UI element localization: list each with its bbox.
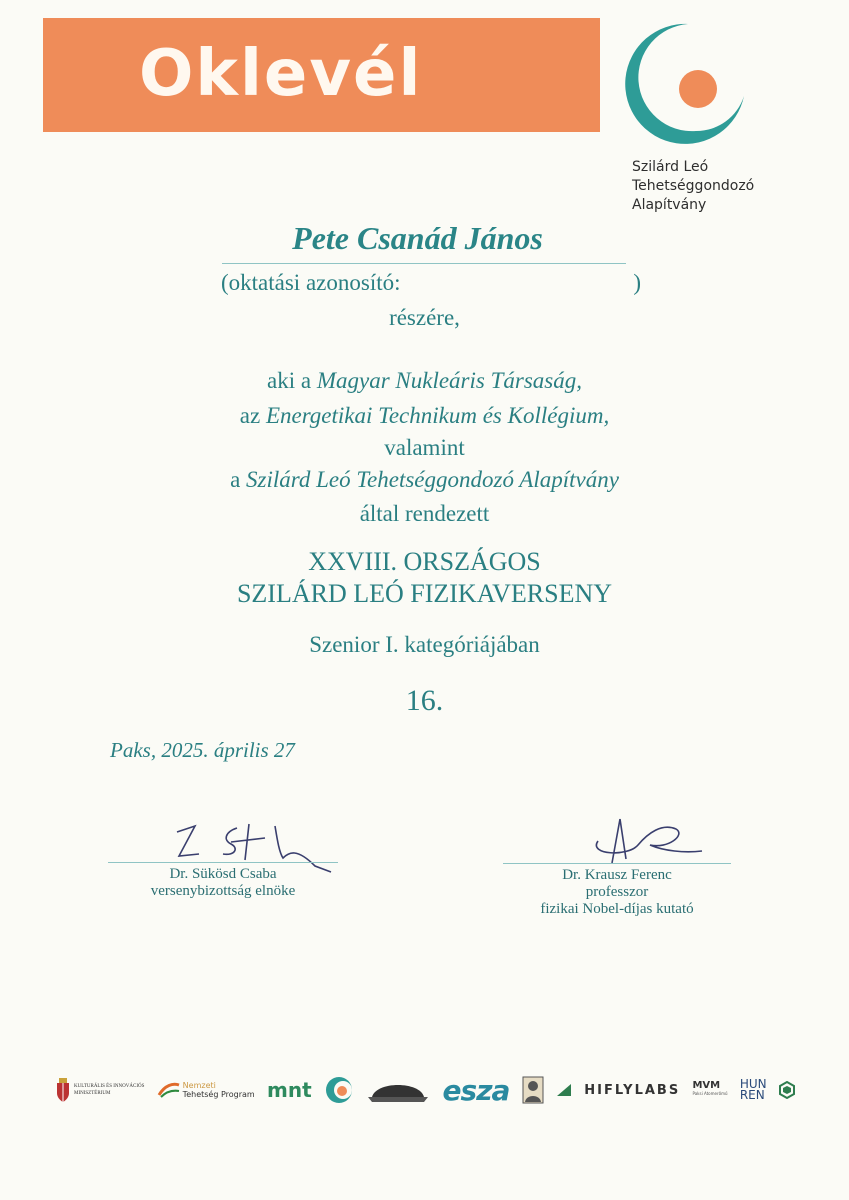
right-signatory-role-2: fizikai Nobel-díjas kutató xyxy=(540,901,694,917)
right-signatory-role-1: professzor xyxy=(585,884,649,900)
right-signature xyxy=(568,815,708,867)
education-id-label: (oktatási azonosító: xyxy=(221,270,401,295)
ministry-logo: KULTURÁLIS ÉS INNOVÁCIÓS MINISZTÉRIUM xyxy=(55,1077,144,1103)
sponsor-logos xyxy=(55,1072,795,1108)
name-underline xyxy=(222,263,626,264)
right-signatory xyxy=(503,867,731,918)
hunren-logo: HUN REN xyxy=(739,1077,767,1102)
mvm-logo: MVM Paksi Atomerőmű xyxy=(692,1080,728,1096)
place-date: Paks, 2025. április 27 xyxy=(110,738,295,762)
foundation-name: Szilárd Leó Tehetséggondozó Alapítvány xyxy=(632,159,755,213)
organizer-line-5: által rendezett xyxy=(359,501,490,526)
dome-logo-icon xyxy=(366,1075,430,1105)
competition-line-2: SZILÁRD LEÓ FIZIKAVERSENY xyxy=(236,579,613,608)
organizer-line-1: aki a Magyar Nukleáris Társaság, xyxy=(267,368,582,393)
competition-line-1: XXVIII. ORSZÁGOS xyxy=(308,547,541,576)
for-text: részére, xyxy=(389,305,460,330)
esza-logo: esza xyxy=(442,1073,510,1107)
mnt-logo: mnt xyxy=(267,1078,312,1102)
category: Szenior I. kategóriájában xyxy=(309,632,540,657)
left-signatory xyxy=(108,866,338,900)
ntp-swoosh-icon xyxy=(157,1081,181,1099)
title-banner xyxy=(43,18,600,132)
education-id-close: ) xyxy=(633,270,641,295)
recipient-name: Pete Csanád János xyxy=(292,220,543,256)
portrait-logo-icon xyxy=(522,1076,544,1104)
ntp-logo: Nemzeti Tehetség Program xyxy=(157,1081,255,1099)
foundation-small-logo-icon xyxy=(324,1075,354,1105)
organizer-line-3: valamint xyxy=(384,435,465,460)
left-signatory-role: versenybizottság elnöke xyxy=(150,883,296,899)
right-signature-line xyxy=(503,863,731,864)
hiflylabs-logo: HIFLYLABS xyxy=(584,1082,681,1098)
rank: 16. xyxy=(405,684,444,717)
foundation-logo-icon xyxy=(616,16,750,150)
triangle-logo-icon xyxy=(556,1083,572,1097)
document-title: Oklevél xyxy=(139,37,423,111)
right-signatory-name: Dr. Krausz Ferenc xyxy=(562,867,672,883)
coat-of-arms-icon xyxy=(55,1077,71,1103)
hexagon-logo-icon xyxy=(779,1081,795,1099)
left-signatory-name: Dr. Sükösd Csaba xyxy=(169,866,277,882)
organizer-line-4: a Szilárd Leó Tehetséggondozó Alapítvány xyxy=(230,467,619,492)
education-id xyxy=(221,270,641,296)
left-signature-line xyxy=(108,862,338,863)
organizer-line-2: az Energetikai Technikum és Kollégium, xyxy=(239,403,610,428)
